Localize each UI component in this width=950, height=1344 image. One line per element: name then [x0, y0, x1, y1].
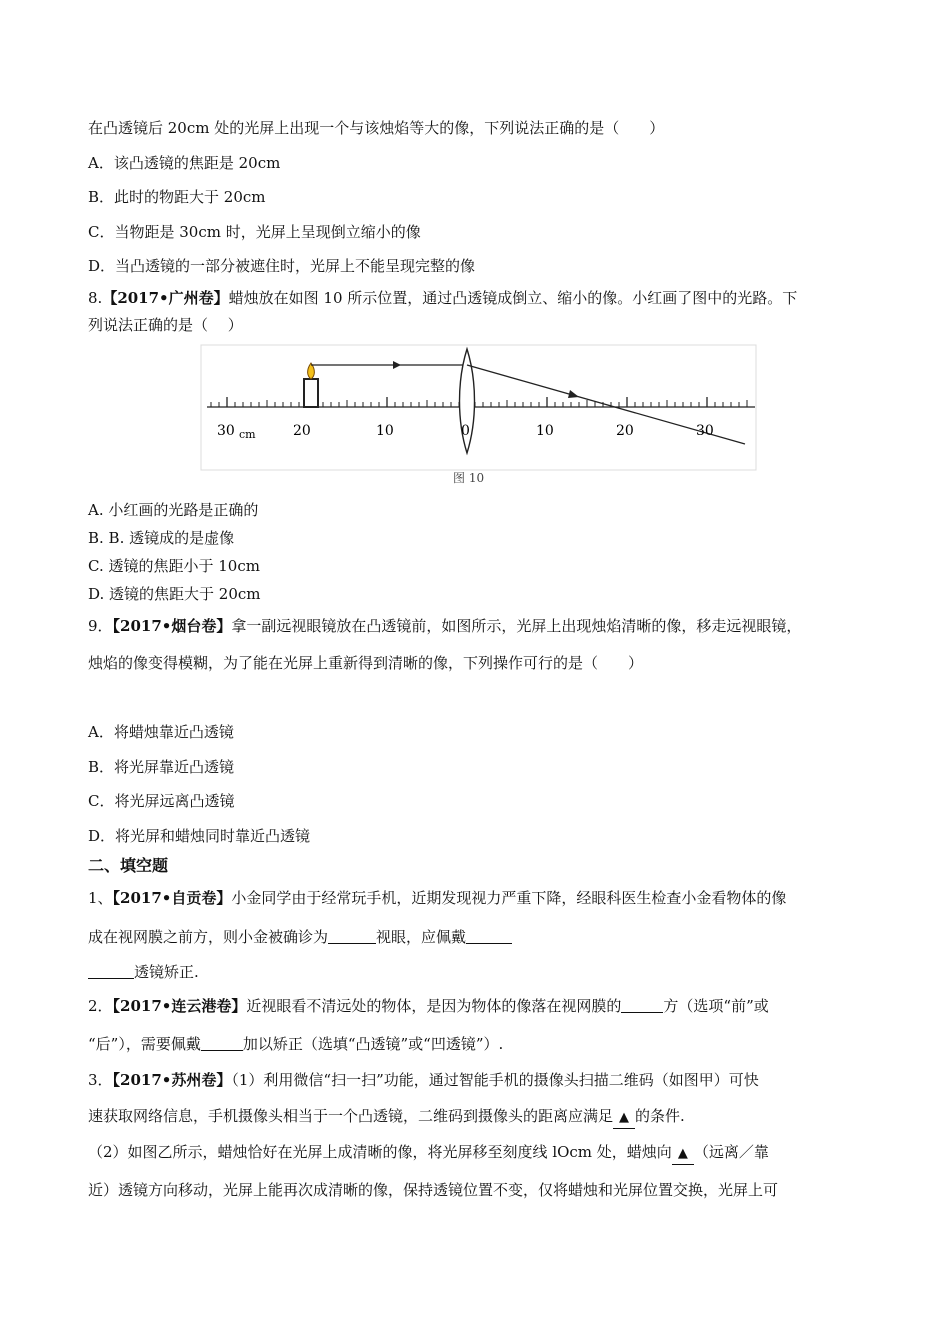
- f3-line3: [88, 1142, 769, 1165]
- f1-line3: [88, 962, 199, 982]
- f1-text: 小金同学由于经常玩手机，近期发现视力严重下降，经眼科医生检查小金看物体的像: [231, 889, 787, 907]
- f1-line2-text-a: 成在视网膜之前方，则小金被确诊为: [88, 928, 329, 946]
- q8-stem-line2: 列说法正确的是（ ）: [88, 316, 243, 334]
- f2-blank-2[interactable]: [201, 1035, 243, 1051]
- f2-line1: [88, 996, 769, 1016]
- f1-line2-text-b: 视眼，应佩戴: [376, 928, 467, 946]
- q8-stem-line1: [88, 288, 797, 308]
- f3-blank-1[interactable]: ▲: [613, 1108, 635, 1129]
- q9-option-c: C．将光屏远离凸透镜: [88, 792, 235, 810]
- tick-label-zero: 0: [461, 423, 470, 439]
- f2-line2-text-a: “后”），需要佩戴: [88, 1035, 201, 1053]
- q8-option-a: A. 小红画的光路是正确的: [88, 501, 259, 519]
- f2-line2: [88, 1034, 503, 1054]
- q8-option-d: D. 透镜的焦距大于 20cm: [88, 585, 261, 603]
- f2-number: 2．: [88, 997, 113, 1015]
- f3-line3-text-b: （远离／靠: [693, 1143, 769, 1161]
- f3-line2: [88, 1106, 685, 1129]
- q8-stem-text: 蜡烛放在如图 10 所示位置，通过凸透镜成倒立、缩小的像。小红画了图中的光路。下: [228, 289, 798, 307]
- f3-line1: [88, 1070, 759, 1090]
- lens-ray-diagram: [195, 343, 760, 488]
- f2-line2-text-b: 加以矫正（选填“凸透镜”或“凹透镜”）.: [242, 1035, 504, 1053]
- section-title-fill-blank: 二、填空题: [88, 856, 169, 875]
- f3-line3-text-a: （2）如图乙所示，蜡烛恰好在光屏上成清晰的像，将光屏移至刻度线 lOcm 处，蜡烛向: [88, 1143, 672, 1161]
- q8-option-c: C. 透镜的焦距小于 10cm: [88, 557, 260, 575]
- q7-option-d: D．当凸透镜的一部分被遮住时，光屏上不能呈现完整的像: [88, 257, 476, 275]
- q8-number: 8.: [88, 289, 103, 307]
- tick-label-left-30: 30: [217, 423, 235, 439]
- q7-option-b: B．此时的物距大于 20cm: [88, 188, 266, 206]
- q9-stem-line1: [88, 616, 801, 636]
- q8-option-b: B. B. 透镜成的是虚像: [88, 529, 235, 547]
- f1-source: 【2017•自贡卷】: [112, 889, 232, 907]
- f1-number: 1、: [88, 889, 113, 907]
- f3-line2-text-a: 速获取网络信息，手机摄像头相当于一个凸透镜，二维码到摄像头的距离应满足: [88, 1107, 614, 1125]
- q9-option-b: B．将光屏靠近凸透镜: [88, 758, 235, 776]
- q7-stem-tail: 在凸透镜后 20cm 处的光屏上出现一个与该烛焰等大的像，下列说法正确的是（ ）: [88, 119, 665, 137]
- f2-line1-text-a: 近视眼看不清远处的物体，是因为物体的像落在视网膜的: [246, 997, 622, 1015]
- q9-option-a: A．将蜡烛靠近凸透镜: [88, 723, 234, 741]
- f3-line1-text: （1）利用微信“扫一扫”功能，通过智能手机的摄像头扫描二维码（如图甲）可快: [231, 1071, 759, 1089]
- tick-label-right-30: 30: [696, 423, 714, 439]
- q9-number: 9．: [88, 617, 113, 635]
- q7-option-a: A．该凸透镜的焦距是 20cm: [88, 154, 281, 172]
- candle-body: [304, 379, 318, 407]
- f3-line2-text-b: 的条件.: [635, 1107, 685, 1125]
- tick-label-left-20: 20: [293, 423, 311, 439]
- q7-option-c: C．当物距是 30cm 时，光屏上呈现倒立缩小的像: [88, 223, 421, 241]
- f1-line1: [88, 888, 786, 908]
- f3-number: 3．: [88, 1071, 113, 1089]
- q9-stem-text: 拿一副远视眼镜放在凸透镜前，如图所示，光屏上出现烛焰清晰的像，移走远视眼镜，: [231, 617, 802, 635]
- tick-label-right-20: 20: [616, 423, 634, 439]
- f3-blank-2[interactable]: ▲: [672, 1144, 694, 1165]
- f1-blank-2-continued[interactable]: [88, 963, 134, 979]
- f2-line1-text-b: 方（选项“前”或: [663, 997, 769, 1015]
- f3-source: 【2017•苏州卷】: [112, 1071, 232, 1089]
- f3-line4: 近）透镜方向移动，光屏上能再次成清晰的像，保持透镜位置不变，仅将蜡烛和光屏位置交换，光屏上可: [88, 1181, 779, 1199]
- f1-line2: [88, 927, 512, 947]
- unit-label: cm: [239, 428, 256, 441]
- q8-source: 【2017•广州卷】: [102, 289, 229, 307]
- f1-blank-1[interactable]: [328, 928, 376, 944]
- f1-blank-2[interactable]: [466, 928, 512, 944]
- f2-source: 【2017•连云港卷】: [112, 997, 247, 1015]
- q9-source: 【2017•烟台卷】: [112, 617, 232, 635]
- q9-option-d: D．将光屏和蜡烛同时靠近凸透镜: [88, 827, 311, 845]
- f2-blank-1[interactable]: [621, 997, 663, 1013]
- q9-stem-line2: 烛焰的像变得模糊，为了能在光屏上重新得到清晰的像，下列操作可行的是（ ）: [88, 654, 644, 672]
- tick-label-right-10: 10: [536, 423, 554, 439]
- tick-label-left-10: 10: [376, 423, 394, 439]
- figure-caption: 图 10: [453, 471, 485, 485]
- f1-line3-text: 透镜矫正.: [134, 963, 199, 981]
